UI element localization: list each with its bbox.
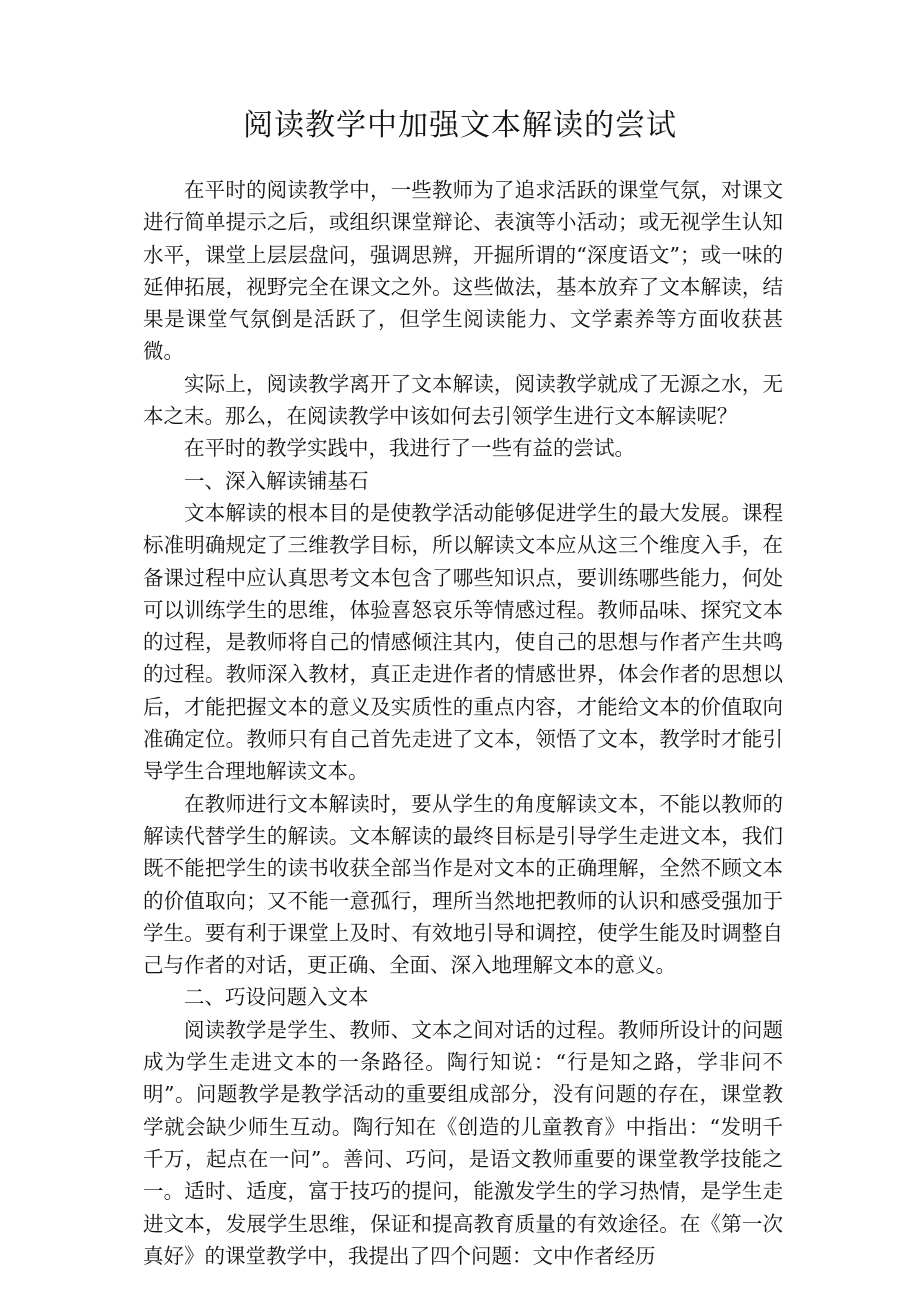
paragraph-reality: 实际上，阅读教学离开了文本解读，阅读教学就成了无源之水，无本之末。那么，在阅读教学中该如何去引领学生进行文本解读呢？ (143, 371, 783, 429)
paragraph-section1-b: 在教师进行文本解读时，要从学生的角度解读文本，不能以教师的解读代替学生的解读。文本解读的最终目标是引导学生走进文本，我们既不能把学生的读书收获全部当作是对文本的正确理解，全然不顾文本的价值取向；又不能一意孤行，理所当然地把教师的认识和感受强加于学生。要有利于课堂上及时、有效地引导和调控，使学生能及时调整自己与作者的对话，更正确、全面、深入地理解文本的意义。 (143, 791, 783, 978)
document-body (143, 174, 783, 1272)
paragraph-section2-a: 阅读教学是学生、教师、文本之间对话的过程。教师所设计的问题成为学生走进文本的一条路径。陶行知说：“行是知之路，学非问不明”。问题教学是教学活动的重要组成部分，没有问题的存在，课堂教学就会缺少师生互动。陶行知在《创造的儿童教育》中指出：“发明千千万，起点在一问”。善问、巧问，是语文教师重要的课堂教学技能之一。适时、适度，富于技巧的提问，能激发学生的学习热情，是学生走进文本，发展学生思维，保证和提高教育质量的有效途径。在《第一次真好》的课堂教学中，我提出了四个问题：文中作者经历 (143, 1017, 783, 1268)
section-heading-1: 一、深入解读铺基石 (184, 468, 369, 493)
section-heading-2: 二、巧设问题入文本 (184, 985, 369, 1010)
paragraph-intro: 在平时的阅读教学中，一些教师为了追求活跃的课堂气氛，对课文进行简单提示之后，或组织课堂辩论、表演等小活动；或无视学生认知水平，课堂上层层盘问，强调思辨，开掘所谓的“深度语文”；或一味的延伸拓展，视野完全在课文之外。这些做法，基本放弃了文本解读，结果是课堂气氛倒是活跃了，但学生阅读能力、文学素养等方面收获甚微。 (143, 178, 783, 364)
paragraph-practice: 在平时的教学实践中，我进行了一些有益的尝试。 (184, 436, 635, 461)
paragraph-section1-a: 文本解读的根本目的是使教学活动能够促进学生的最大发展。课程标准明确规定了三维教学目标，所以解读文本应从这三个维度入手，在备课过程中应认真思考文本包含了哪些知识点，要训练哪些能力，何处可以训练学生的思维，体验喜怒哀乐等情感过程。教师品味、探究文本的过程，是教师将自己的情感倾注其内，使自己的思想与作者产生共鸣的过程。教师深入教材，真正走进作者的情感世界，体会作者的思想以后，才能把握文本的意义及实质性的重点内容，才能给文本的价值取向准确定位。教师只有自己首先走进了文本，领悟了文本，教学时才能引导学生合理地解读文本。 (143, 500, 783, 784)
document-title: 阅读教学中加强文本解读的尝试 (243, 108, 677, 143)
